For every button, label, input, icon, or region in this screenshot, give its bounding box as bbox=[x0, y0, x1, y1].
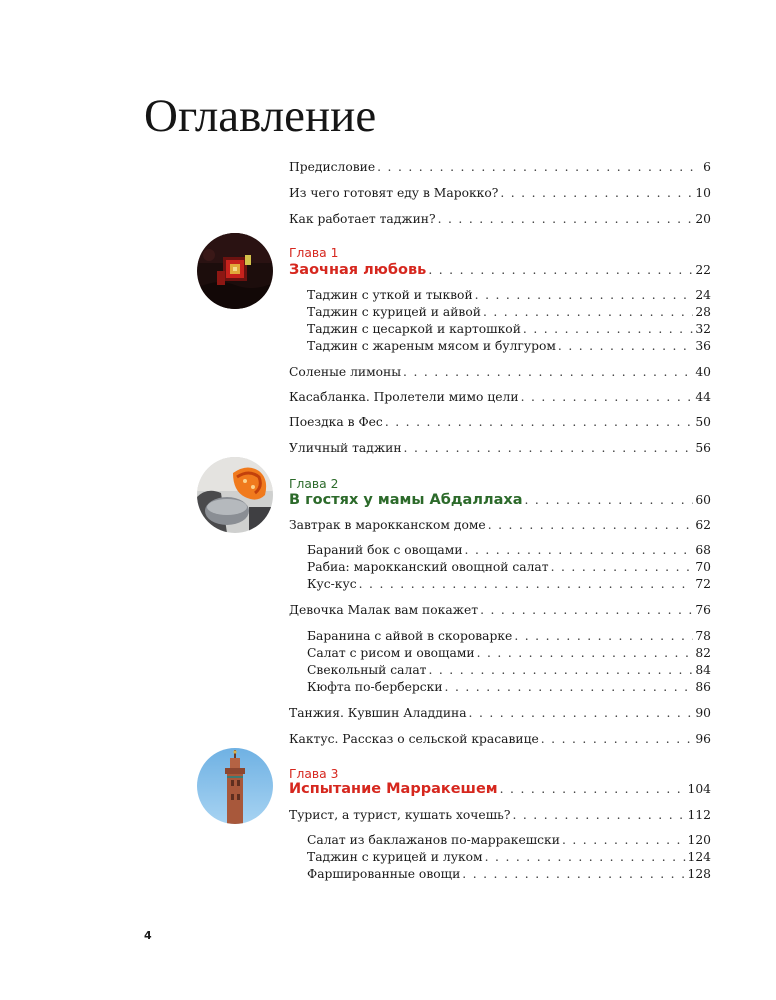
toc-entry-page: 44 bbox=[695, 390, 711, 404]
toc-recipe-title: Таджин с курицей и айвой bbox=[307, 305, 481, 319]
toc-entry-page: 76 bbox=[695, 603, 711, 617]
toc-recipe-page: 124 bbox=[687, 850, 711, 864]
chapter2-label: Глава 2 bbox=[289, 477, 339, 491]
toc-recipe-title: Таджин с уткой и тыквой bbox=[307, 288, 473, 302]
toc-entry[interactable] bbox=[289, 160, 711, 174]
toc-recipe-page: 36 bbox=[695, 339, 711, 353]
toc-entry-title: Кактус. Рассказ о сельской красавице bbox=[289, 732, 539, 746]
page-title: Оглавление bbox=[144, 90, 377, 142]
toc-entry-title: Поездка в Фес bbox=[289, 415, 383, 429]
toc-recipe-title: Рабиа: марокканский овощной салат bbox=[307, 560, 549, 574]
chapter1-page: 22 bbox=[695, 263, 711, 277]
toc-entry-title: Касабланка. Пролетели мимо цели bbox=[289, 390, 519, 404]
toc-entry-page: 90 bbox=[695, 706, 711, 720]
toc-entry[interactable] bbox=[289, 441, 711, 455]
toc-recipe-title: Фаршированные овощи bbox=[307, 867, 461, 881]
toc-recipe-title: Кюфта по-берберски bbox=[307, 680, 443, 694]
chapter3-label: Глава 3 bbox=[289, 767, 339, 781]
toc-recipe-page: 84 bbox=[695, 663, 711, 677]
toc-recipe-page: 32 bbox=[695, 322, 711, 336]
chapter3-title-row[interactable] bbox=[289, 781, 711, 797]
toc-entry-page: 20 bbox=[695, 212, 711, 226]
toc-recipe-page: 120 bbox=[687, 833, 711, 847]
toc-recipe-page: 72 bbox=[695, 577, 711, 591]
toc-entry[interactable] bbox=[289, 415, 711, 429]
toc-entry-page: 50 bbox=[695, 415, 711, 429]
chapter1-photo bbox=[197, 233, 273, 309]
chapter2-photo bbox=[197, 457, 273, 533]
toc-recipe-page: 78 bbox=[695, 629, 711, 643]
toc-recipe[interactable] bbox=[307, 867, 711, 881]
toc-entry[interactable] bbox=[289, 732, 711, 746]
toc-entry-title: Уличный таджин bbox=[289, 441, 402, 455]
toc-entry[interactable] bbox=[289, 706, 711, 720]
toc-recipe[interactable] bbox=[307, 850, 711, 864]
toc-recipe[interactable] bbox=[307, 646, 711, 660]
toc-recipe-page: 24 bbox=[695, 288, 711, 302]
toc-entry-page: 10 bbox=[695, 186, 711, 200]
toc-recipe-title: Бараний бок с овощами bbox=[307, 543, 463, 557]
toc-entry[interactable] bbox=[289, 808, 711, 822]
toc-entry-page: 96 bbox=[695, 732, 711, 746]
toc-recipe-title: Таджин с цесаркой и картошкой bbox=[307, 322, 521, 336]
chapter2-page: 60 bbox=[695, 493, 711, 507]
toc-recipe[interactable] bbox=[307, 680, 711, 694]
chapter3-page: 104 bbox=[687, 782, 711, 796]
toc-recipe[interactable] bbox=[307, 629, 711, 643]
minaret-photo-icon bbox=[197, 748, 273, 824]
toc-entry-page: 112 bbox=[687, 808, 711, 822]
toc-entry[interactable] bbox=[289, 518, 711, 532]
toc-recipe-title: Таджин с курицей и луком bbox=[307, 850, 483, 864]
toc-entry-page: 40 bbox=[695, 365, 711, 379]
toc-recipe-title: Баранина с айвой в скороварке bbox=[307, 629, 513, 643]
toc-entry-title: Как работает таджин? bbox=[289, 212, 436, 226]
toc-recipe-page: 128 bbox=[687, 867, 711, 881]
toc-entry-page: 56 bbox=[695, 441, 711, 455]
toc-recipe-title: Салат из баклажанов по-марракешски bbox=[307, 833, 560, 847]
toc-recipe[interactable] bbox=[307, 577, 711, 591]
toc-recipe-page: 86 bbox=[695, 680, 711, 694]
toc-recipe[interactable] bbox=[307, 288, 711, 302]
toc-recipe[interactable] bbox=[307, 663, 711, 677]
toc-entry-title: Завтрак в марокканском доме bbox=[289, 518, 486, 532]
toc-entry[interactable] bbox=[289, 212, 711, 226]
chapter1-title: Заочная любовь bbox=[289, 262, 427, 278]
toc-recipe[interactable] bbox=[307, 543, 711, 557]
toc-entry-page: 62 bbox=[695, 518, 711, 532]
chapter3-photo bbox=[197, 748, 273, 824]
toc-recipe-title: Кус-кус bbox=[307, 577, 357, 591]
toc-entry-page: 6 bbox=[703, 160, 711, 174]
chapter1-title-row[interactable] bbox=[289, 262, 711, 278]
toc-entry[interactable] bbox=[289, 603, 711, 617]
chapter1-label: Глава 1 bbox=[289, 246, 339, 260]
toc-recipe-page: 82 bbox=[695, 646, 711, 660]
toc-entry-title: Танжия. Кувшин Аладдина bbox=[289, 706, 467, 720]
toc-recipe[interactable] bbox=[307, 560, 711, 574]
toc-entry[interactable] bbox=[289, 186, 711, 200]
cooking-photo-icon bbox=[197, 457, 273, 533]
toc-recipe[interactable] bbox=[307, 339, 711, 353]
lantern-photo-icon bbox=[197, 233, 273, 309]
toc-entry-title: Соленые лимоны bbox=[289, 365, 402, 379]
toc-recipe-page: 68 bbox=[695, 543, 711, 557]
toc-entry-title: Предисловие bbox=[289, 160, 376, 174]
chapter2-title: В гостях у мамы Абдаллаха bbox=[289, 492, 523, 508]
chapter3-title: Испытание Марракешем bbox=[289, 781, 498, 797]
toc-recipe[interactable] bbox=[307, 305, 711, 319]
toc-entry[interactable] bbox=[289, 390, 711, 404]
toc-recipe[interactable] bbox=[307, 322, 711, 336]
chapter2-title-row[interactable] bbox=[289, 492, 711, 508]
toc-entry-title: Из чего готовят еду в Марокко? bbox=[289, 186, 499, 200]
toc-entry-title: Девочка Малак вам покажет bbox=[289, 603, 479, 617]
toc-entry[interactable] bbox=[289, 365, 711, 379]
toc-recipe-title: Таджин с жареным мясом и булгуром bbox=[307, 339, 556, 353]
toc-recipe-page: 28 bbox=[695, 305, 711, 319]
toc-recipe-title: Салат с рисом и овощами bbox=[307, 646, 475, 660]
toc-recipe-title: Свекольный салат bbox=[307, 663, 427, 677]
page-number: 4 bbox=[144, 929, 152, 942]
toc-recipe-page: 70 bbox=[695, 560, 711, 574]
toc-entry-title: Турист, а турист, кушать хочешь? bbox=[289, 808, 511, 822]
toc-recipe[interactable] bbox=[307, 833, 711, 847]
